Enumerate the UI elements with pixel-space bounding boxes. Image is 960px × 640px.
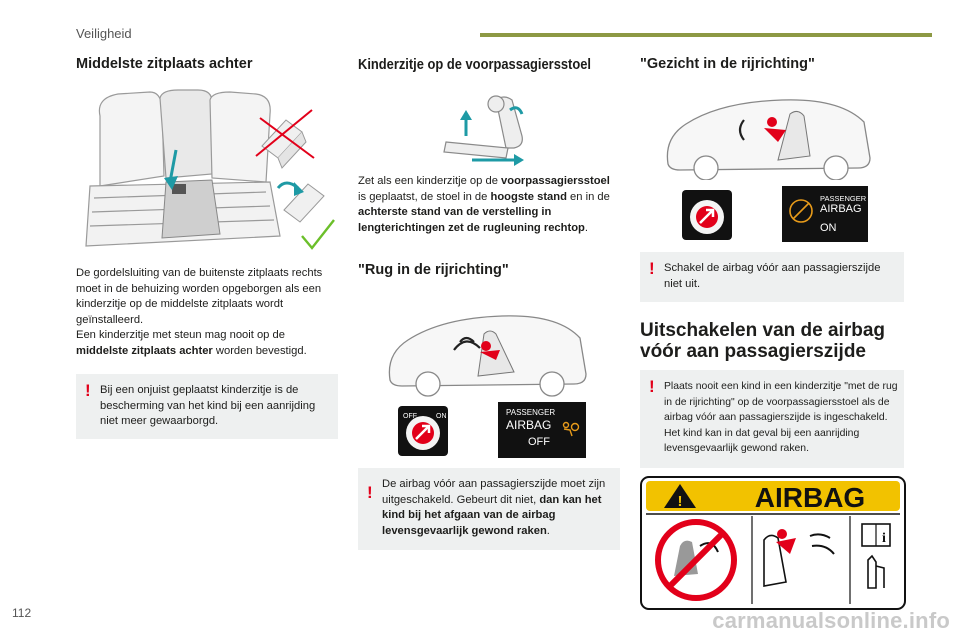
no-rear-facing-seat-icon <box>658 522 734 598</box>
col1-warning-text: Bij een onjuist geplaatst kinderzitje is de bescherming van het kind bij een aanrijding niet meer gewaarborgd. <box>100 384 316 427</box>
col2-warning-pre: De airbag vóór aan passagierszijde moet zijn uitgeschakeld. Gebeurt dit niet, <box>382 478 606 506</box>
col3-warning-1-text: Schakel de airbag vóór aan passagierszijde niet uit. <box>664 262 881 290</box>
switch-off-label: OFF <box>403 413 417 420</box>
airbag-off-symbol-icon <box>560 420 580 440</box>
airbag-on-symbol-icon <box>788 198 814 224</box>
col2-intro-bold-3: achterste stand van de verstelling in lengterichtingen zet de rugleuning rechtop <box>358 206 585 234</box>
col2-warning-box <box>358 468 620 550</box>
col3-title-2-line1: Uitschakelen van de airbag <box>640 320 885 341</box>
passenger-airbag-off-indicator <box>498 402 586 458</box>
column-front-seat <box>358 56 620 73</box>
col1-para-2-bold: middelste zitplaats achter <box>76 344 213 357</box>
col1-warning-box <box>76 374 338 439</box>
col1-para-2-pre: Een kinderzitje met steun mag nooit op de <box>76 329 285 341</box>
col2-intro-4: . <box>584 221 588 234</box>
header-rule <box>480 33 932 37</box>
warning-icon: ! <box>85 381 91 400</box>
seat-adjust-illustration <box>426 92 536 172</box>
airbag-warning-label <box>640 476 906 610</box>
col2-warning-bold: dan kan het kind bij het afgaan van de airbag levensgevaarlijk gewond raken <box>382 493 602 537</box>
forward-facing-car-illustration <box>660 90 876 180</box>
indicator-line2: AIRBAG <box>506 418 552 432</box>
warning-icon: ! <box>367 483 373 502</box>
col1-title: Middelste zitplaats achter <box>76 56 253 72</box>
col2-title: Kinderzitje op de voorpassagiersstoel <box>358 56 591 73</box>
col3-warning-2-text: Plaats nooit een kind in een kinderzitje "met de rug in de rijrichting" op de voorpassagiersstoel als de airbag vóór aan passagierszijde is ingeschakeld. Het kind kan in dat geval bij een aanrijding levensgevaarlijk gewond raken. <box>664 381 898 454</box>
col3-title-2 <box>640 320 885 362</box>
warning-icon: ! <box>649 377 655 396</box>
col3-title: "Gezicht in de rijrichting" <box>640 56 815 72</box>
indicator-line3: OFF <box>528 436 550 448</box>
col2-intro-1: Zet als een kinderzitje op de <box>358 175 502 187</box>
rear-seat-illustration <box>80 86 342 256</box>
col1-para-1: De gordelsluiting van de buitenste zitplaats rechts moet in de behuizing worden opgeborgen als een kinderzitje op de middelste zitplaats wordt geïnstalleerd. <box>76 267 323 326</box>
page-number: 112 <box>12 606 32 620</box>
col2-intro-3: en in de <box>566 190 610 203</box>
airbag-switch-off-icon <box>398 406 448 456</box>
watermark: carmanualsonline.info <box>712 608 950 633</box>
col2-intro-text <box>358 174 620 236</box>
section-header: Veiligheid <box>76 26 132 41</box>
col1-para-2-post: worden bevestigd. <box>212 344 307 357</box>
col2-intro <box>358 174 620 236</box>
warning-icon: ! <box>649 259 655 278</box>
col2-intro-bold-2: hoogste stand <box>490 190 567 203</box>
passenger-airbag-on-indicator <box>782 186 868 242</box>
rear-facing-car-illustration <box>382 304 592 398</box>
svg-text:i: i <box>882 531 886 546</box>
indicator-on-line1: PASSENGER <box>820 194 867 203</box>
col3-title-2-line2: vóór aan passagierszijde <box>640 341 866 362</box>
col2-intro-2: is geplaatst, de stoel in de <box>358 190 491 203</box>
indicator-line1: PASSENGER <box>506 408 556 417</box>
column-rear-middle-seat <box>76 56 338 72</box>
svg-text:!: ! <box>677 493 683 510</box>
col3-warning-box-1 <box>640 252 904 302</box>
indicator-on-line3: ON <box>820 222 837 234</box>
column-forward-facing <box>640 56 904 72</box>
airbag-switch-on-icon <box>682 190 732 240</box>
col2-subtitle: "Rug in de rijrichting" <box>358 262 509 278</box>
col1-body <box>76 266 338 359</box>
indicator-on-line2: AIRBAG <box>820 203 862 215</box>
col2-intro-bold-1: voorpassagiersstoel <box>501 175 610 187</box>
col2-warning-post: . <box>546 524 550 537</box>
label-title: AIRBAG <box>754 482 866 513</box>
col1-para-2 <box>76 328 338 359</box>
switch-on-label: ON <box>436 413 447 420</box>
col3-warning-box-2 <box>640 370 904 468</box>
